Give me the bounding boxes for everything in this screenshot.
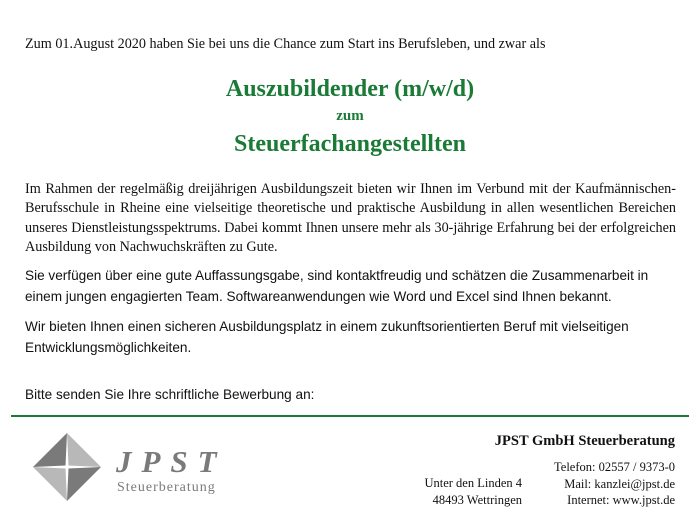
contact-details [554,459,675,509]
contact-web: Internet: www.jpst.de [567,493,675,507]
logo-wordmark: JPST [116,444,227,479]
address-city: 48493 Wettringen [432,492,522,507]
postal-address [424,475,522,508]
divider-line [11,415,689,417]
headline-position: Auszubildender (m/w/d) [225,76,475,102]
contact-phone: Telefon: 02557 / 9373-0 [554,460,675,474]
logo-subtitle: Steuerberatung [117,480,216,495]
company-name: JPST GmbH Steuerberatung [494,433,675,449]
paragraph-profile: Sie verfügen über eine gute Auffassungsgabe, sind kontaktfreudig und schätzen die Zusammenarbeit in einem jungen engagierten Team. Softwareanwendungen wie Word und Excel sind Ihnen bekannt. [25,268,649,304]
application-prompt: Bitte senden Sie Ihre schriftliche Bewerbung an: [25,387,315,402]
address-street: Unter den Linden 4 [424,476,522,490]
paragraph-offer: Wir bieten Ihnen einen sicheren Ausbildungsplatz in einem zukunftsorientierten Beruf mit vielseitigen Entwicklungsmöglichkeiten. [25,319,629,355]
intro-text: Zum 01.August 2020 haben Sie bei uns die Chance zum Start ins Berufsleben, und zwar als [25,36,546,52]
headline-profession: Steuerfachangestellten [234,131,466,157]
contact-mail: Mail: kanzlei@jpst.de [564,476,675,491]
logo-diamond-icon [31,431,103,503]
headline-connector: zum [336,108,364,124]
paragraph-training: Im Rahmen der regelmäßig dreijährigen Ausbildungszeit bieten wir Ihnen im Verbund mit der Kaufmännischen-Berufsschule in Rheine eine vielseitige theoretische und praktische Ausbildung in allen wesentlichen Bereichen unseres Dienstleistungsspektrums. Dabei kommt Ihnen unsere mehr als 30-jährige Erfahrung bei der erfolgreichen Ausbildung von Nachwuchskräften zu Gute. [25,181,676,255]
